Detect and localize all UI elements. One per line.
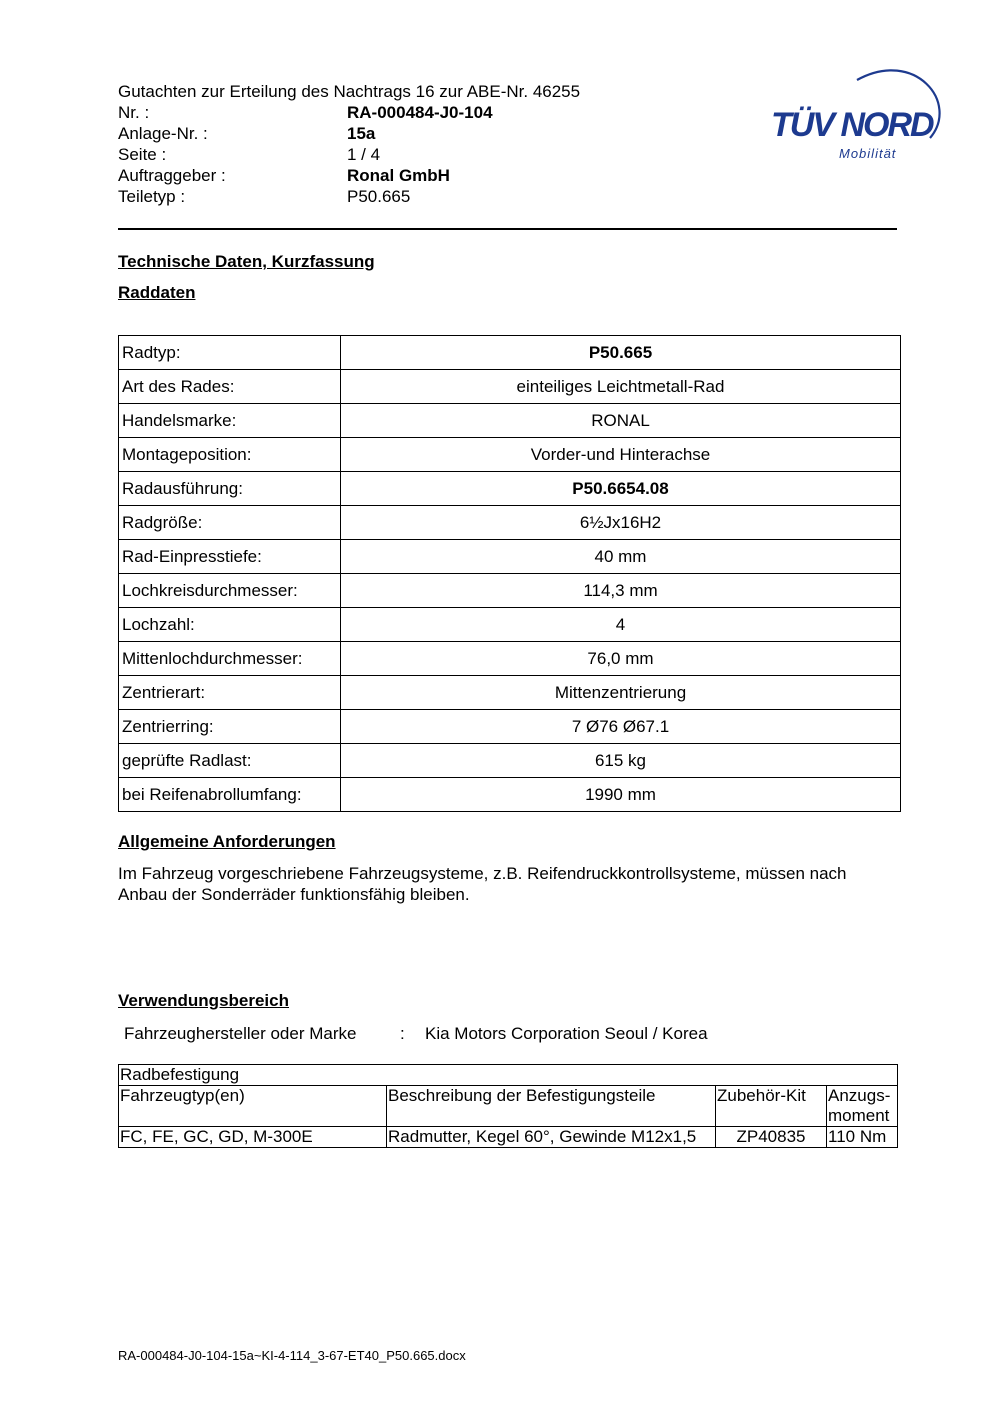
field-value-nr: RA-000484-J0-104: [347, 103, 493, 122]
heading-usage: Verwendungsbereich: [118, 991, 289, 1010]
table-row: [119, 438, 901, 472]
heading-general-requirements: Allgemeine Anforderungen: [118, 832, 336, 851]
wheel-data-value: einteiliges Leichtmetall-Rad: [341, 370, 901, 404]
wheel-data-value: 114,3 mm: [341, 574, 901, 608]
header-divider: [118, 228, 897, 230]
logo-brand-text: TÜV NORD: [771, 106, 933, 144]
wheel-data-key: Art des Rades:: [119, 370, 341, 404]
fixing-header-kit: Zubehör-Kit: [716, 1086, 827, 1127]
wheel-data-key: bei Reifenabrollumfang:: [119, 778, 341, 812]
heading-wheel-data: Raddaten: [118, 283, 196, 302]
field-label-seite: Seite :: [118, 145, 167, 164]
table-row: [119, 370, 901, 404]
wheel-data-value: 615 kg: [341, 744, 901, 778]
manufacturer-value: Kia Motors Corporation Seoul / Korea: [425, 1024, 708, 1043]
wheel-data-key: Rad-Einpresstiefe:: [119, 540, 341, 574]
wheel-data-key: Zentrierring:: [119, 710, 341, 744]
fixing-cell-description: Radmutter, Kegel 60°, Gewinde M12x1,5: [387, 1127, 716, 1148]
wheel-fixing-table: [118, 1064, 898, 1148]
wheel-data-value: 4: [341, 608, 901, 642]
field-value-auftraggeber: Ronal GmbH: [347, 166, 450, 185]
table-row: [119, 472, 901, 506]
manufacturer-label: Fahrzeughersteller oder Marke: [124, 1024, 357, 1043]
field-value-anlage: 15a: [347, 124, 376, 143]
field-label-nr: Nr. :: [118, 103, 150, 122]
fixing-title-row: [119, 1065, 898, 1086]
table-row: [119, 676, 901, 710]
wheel-data-key: Mittenlochdurchmesser:: [119, 642, 341, 676]
table-row: [119, 404, 901, 438]
wheel-data-key: Lochzahl:: [119, 608, 341, 642]
logo-sub-text: Mobilität: [839, 146, 897, 161]
table-row: [119, 710, 901, 744]
tuv-nord-logo: [765, 58, 945, 168]
heading-tech-summary: Technische Daten, Kurzfassung: [118, 252, 375, 271]
wheel-data-key: Radgröße:: [119, 506, 341, 540]
wheel-data-key: Handelsmarke:: [119, 404, 341, 438]
wheel-data-key: Lochkreisdurchmesser:: [119, 574, 341, 608]
wheel-data-key: Radtyp:: [119, 336, 341, 370]
wheel-data-value: 7 Ø76 Ø67.1: [341, 710, 901, 744]
wheel-data-value: 40 mm: [341, 540, 901, 574]
fixing-cell-vehicle-types: FC, FE, GC, GD, M-300E: [119, 1127, 387, 1148]
wheel-data-key: Montageposition:: [119, 438, 341, 472]
field-label-auftraggeber: Auftraggeber :: [118, 166, 226, 185]
wheel-data-value: 1990 mm: [341, 778, 901, 812]
table-row: [119, 608, 901, 642]
wheel-data-key: geprüfte Radlast:: [119, 744, 341, 778]
table-row: [119, 778, 901, 812]
wheel-data-key: Zentrierart:: [119, 676, 341, 710]
field-label-teiletyp: Teiletyp :: [118, 187, 186, 206]
wheel-data-key: Radausführung:: [119, 472, 341, 506]
wheel-data-value: P50.665: [341, 336, 901, 370]
fixing-header-torque: [827, 1086, 898, 1127]
wheel-data-value: Mittenzentrierung: [341, 676, 901, 710]
wheel-data-value: 76,0 mm: [341, 642, 901, 676]
manufacturer-separator: :: [400, 1024, 405, 1043]
table-row: [119, 744, 901, 778]
fixing-table-title: Radbefestigung: [119, 1065, 898, 1086]
table-row: [119, 1127, 898, 1148]
table-row: [119, 574, 901, 608]
wheel-data-value: 6½Jx16H2: [341, 506, 901, 540]
fixing-cell-torque: 110 Nm: [827, 1127, 898, 1148]
fixing-cell-kit: ZP40835: [716, 1127, 827, 1148]
table-row: [119, 642, 901, 676]
field-value-teiletyp: P50.665: [347, 187, 411, 206]
general-requirements-text: Im Fahrzeug vorgeschriebene Fahrzeugsysteme, z.B. Reifendruckkontrollsysteme, müssen nach Anbau der Sonderräder funktionsfähig bleiben.: [118, 864, 847, 904]
fixing-header-torque-text: Anzugs-moment: [828, 1086, 891, 1125]
fixing-header-row: [119, 1086, 898, 1127]
wheel-data-value: Vorder-und Hinterachse: [341, 438, 901, 472]
footer-filename: RA-000484-J0-104-15a~KI-4-114_3-67-ET40_P50.665.docx: [118, 1348, 466, 1363]
table-row: [119, 336, 901, 370]
wheel-data-table: [118, 335, 901, 812]
wheel-data-value: RONAL: [341, 404, 901, 438]
table-row: [119, 506, 901, 540]
table-row: [119, 540, 901, 574]
field-value-seite: 1 / 4: [347, 145, 381, 164]
wheel-data-value: P50.6654.08: [341, 472, 901, 506]
fixing-header-vehicle-types: Fahrzeugtyp(en): [119, 1086, 387, 1127]
field-label-anlage: Anlage-Nr. :: [118, 124, 208, 143]
document-title: Gutachten zur Erteilung des Nachtrags 16 zur ABE-Nr. 46255: [118, 82, 581, 101]
fixing-header-description: Beschreibung der Befestigungsteile: [387, 1086, 716, 1127]
